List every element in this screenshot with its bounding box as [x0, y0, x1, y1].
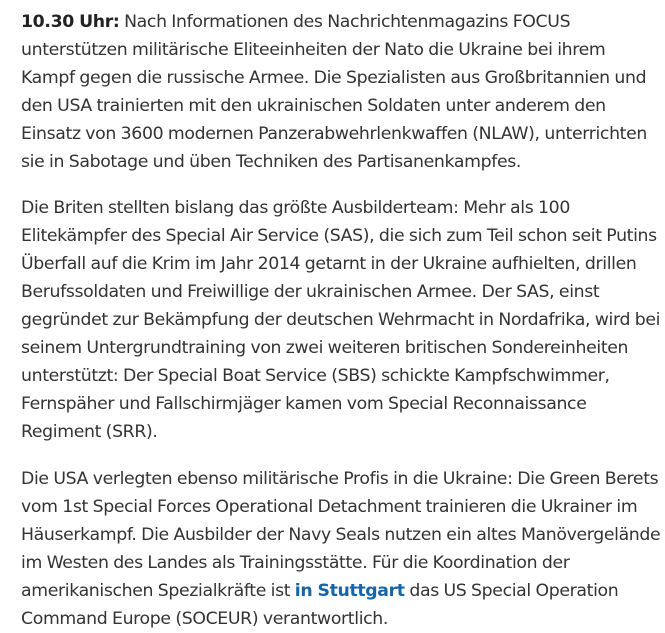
- paragraph-1-text: Nach Informationen des Nachrichtenmagazins FOCUS unterstützen militärische Eliteeinheiten der Nato die Ukraine bei ihrem Kampf gegen die russische Armee. Die Spezialisten aus Großbritannien und den USA trainierten mit den ukrainischen Soldaten unter anderem den Einsatz von 3600 modernen Panzerabwehrlenkwaffen (NLAW), unterrichten sie in Sabotage und üben Techniken des Partisanenkampfes.: [21, 12, 647, 172]
- article-body: [21, 8, 661, 633]
- paragraph-3-text-after-link: das US Special Operation Command Europe (SOCEUR) verantwortlich.: [21, 581, 619, 629]
- paragraph-2-text: Die Briten stellten bislang das größte Ausbilderteam: Mehr als 100 Elitekämpfer des Special Air Service (SAS), die sich zum Teil schon seit Putins Überfall auf die Krim im Jahr 2014 getarnt in der Ukraine aufhielten, drillen Berufssoldaten und Freiwillige der ukrainischen Armee. Der SAS, einst gegründet zur Bekämpfung der deutschen Wehrmacht in Nordafrika, wird bei seinem Untergrundtraining von zwei weiteren britischen Sondereinheiten unterstützt: Der Special Boat Service (SBS) schickte Kampfschwimmer, Fernspäher und Fallschirmjäger kamen vom Special Reconnaissance Regiment (SRR).: [21, 198, 661, 442]
- paragraph-2: [21, 194, 661, 446]
- time-label: 10.30 Uhr:: [21, 12, 120, 32]
- paragraph-1: [21, 8, 661, 176]
- paragraph-3: [21, 465, 661, 633]
- paragraph-3-text-before-link: Die USA verlegten ebenso militärische Profis in die Ukraine: Die Green Berets vom 1st Special Forces Operational Detachment trainieren die Ukrainer im Häuserkampf. Die Ausbilder der Navy Seals nutzen ein altes Manövergelände im Westen des Landes als Trainingsstätte. Für die Koordination der amerikanischen Spezialkräfte ist: [21, 469, 661, 601]
- stuttgart-link[interactable]: in Stuttgart: [294, 581, 405, 601]
